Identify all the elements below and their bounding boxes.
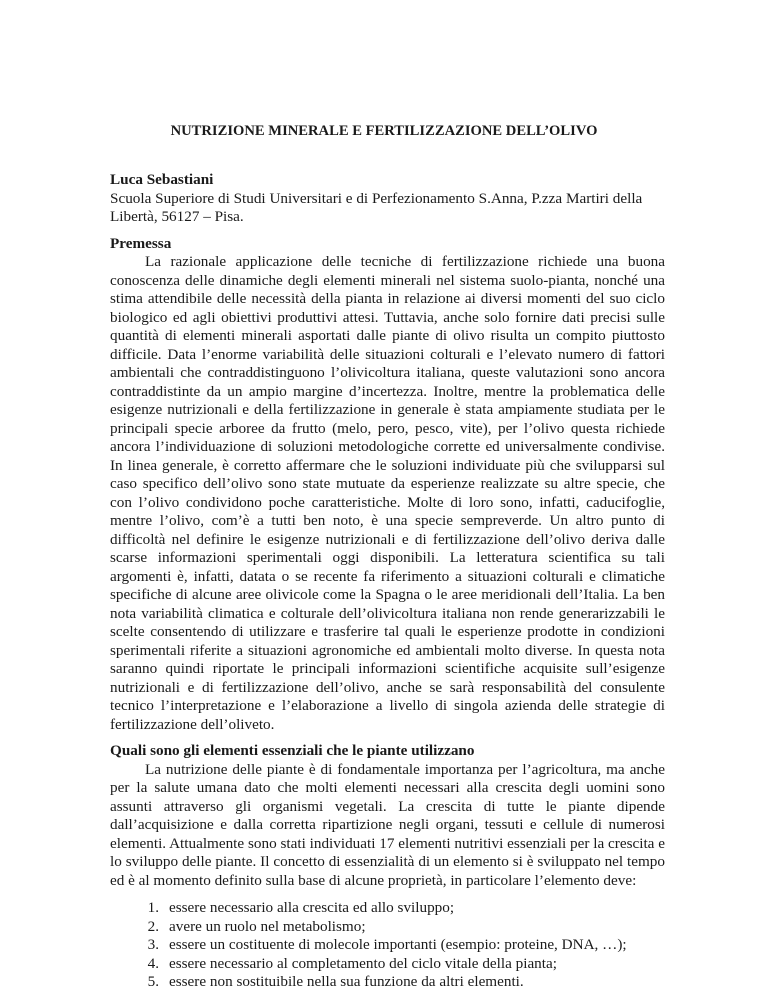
list-item <box>110 973 665 992</box>
list-item <box>110 936 665 955</box>
list-item-text: avere un ruolo nel metabolismo; <box>169 917 366 935</box>
list-item <box>110 955 665 974</box>
section-paragraph: La nutrizione delle piante è di fondamentale importanza per l’agricoltura, ma anche per la salute umana dato che molti elementi necessari alla crescita degli uomini sono assunti attraverso gli organismi vegetali. La crescita di tutte le piante dipende dall’acquisizione e dalla corretta ripartizione negli organi, tessuti e cellule di numerosi elementi. Attualmente sono stati individuati 17 elementi nutritivi essenziali per la crescita e lo sviluppo delle piante. Il concetto di essenzialità di un elemento si è sviluppato nel tempo ed è al momento definito sulla base di alcune proprietà, in particolare l’elemento deve: <box>110 760 665 889</box>
section-premessa <box>110 235 665 735</box>
document-body <box>110 171 665 992</box>
author-affiliation: Scuola Superiore di Studi Universitari e di Perfezionamento S.Anna, P.zza Martiri della Libertà, 56127 – Pisa. <box>110 189 643 225</box>
essentiality-criteria-list <box>110 899 665 992</box>
list-item-number: 4. <box>147 954 159 972</box>
list-item-text: essere necessario alla crescita ed allo sviluppo; <box>169 899 455 916</box>
author-name: Luca Sebastiani <box>110 171 214 188</box>
list-item-text: essere un costituente di molecole importanti (esempio: proteine, DNA, …); <box>169 936 627 953</box>
section-heading: Quali sono gli elementi essenziali che le piante utilizzano <box>110 742 475 759</box>
list-item-text: essere non sostituibile nella sua funzione da altri elementi. <box>169 973 524 990</box>
list-item-text: essere necessario al completamento del ciclo vitale della pianta; <box>169 954 557 972</box>
list-item-number: 3. <box>147 936 159 953</box>
list-item <box>110 899 665 918</box>
list-item-number: 1. <box>147 899 159 916</box>
list-item-number: 2. <box>147 917 159 935</box>
section-heading: Premessa <box>110 234 172 252</box>
section-paragraph: La razionale applicazione delle tecniche di fertilizzazione richiede una buona conoscenza delle dinamiche degli elementi minerali nel sistema suolo-pianta, nonché una stima attendibile delle necessità della pianta in relazione ai diversi momenti del suo ciclo biologico ed agli obiettivi produttivi attesi. Tuttavia, anche solo fornire dati precisi sulle quantità di elementi minerali asportati dalle piante di olivo risulta un compito piuttosto difficile. Data l’enorme variabilità delle situazioni colturali e l’elevato numero di fattori ambientali che contraddistinguono l’olivicoltura italiana, queste valutazioni sono ancora contraddistinte da un ampio margine d’incertezza. Inoltre, mentre la problematica delle esigenze nutrizionali e della fertilizzazione in generale è stata ampiamente studiata per le principali specie arboree da frutto (melo, pero, pesco, vite), per l’olivo questa richiede ancora l’individuazione di soluzioni metodologiche corrette ed universalmente condivise. In linea generale, è corretto affermare che le soluzioni individuate più che svilupparsi sul caso specifico dell’olivo sono state mutuate da esperienze realizzate su altre specie, che con l’olivo condividono poche caratteristiche. Molte di loro sono, infatti, caducifoglie, mentre l’olivo, com’è a tutti ben noto, è una specie sempreverde. Un altro punto di difficoltà nel definire le esigenze nutrizionali e di fertilizzazione dell’olivo deriva dalle scarse informazioni sperimentali oggi disponibili. La letteratura scientifica su tali argomenti è, infatti, datata o se recente fa riferimento a situazioni colturali e climatiche specifiche di alcune aree olivicole come la Spagna o le aree meridionali dell’Italia. La ben nota variabilità climatica e colturale dell’olivicoltura italiana non rende generarizzabili le scelte consentendo di utilizzare e trasferire tal quali le esperienze prodotte in condizioni sperimentali riferite a situazioni agronomiche ed ambientali molto diverse. In questa nota saranno quindi riportate le principali informazioni scientifiche acquisite sull’esigenze nutrizionali e di fertilizzazione dell’olivo, anche se sarà responsabilità del consulente tecnico l’interpretazione e l’elaborazione a livello di singola azienda delle strategie di fertilizzazione dell’oliveto. <box>110 253 665 733</box>
document-title: NUTRIZIONE MINERALE E FERTILIZZAZIONE DELL’OLIVO <box>170 123 598 139</box>
section-elementi-essenziali <box>110 742 665 992</box>
list-item <box>110 918 665 937</box>
list-item-number: 5. <box>147 973 159 990</box>
